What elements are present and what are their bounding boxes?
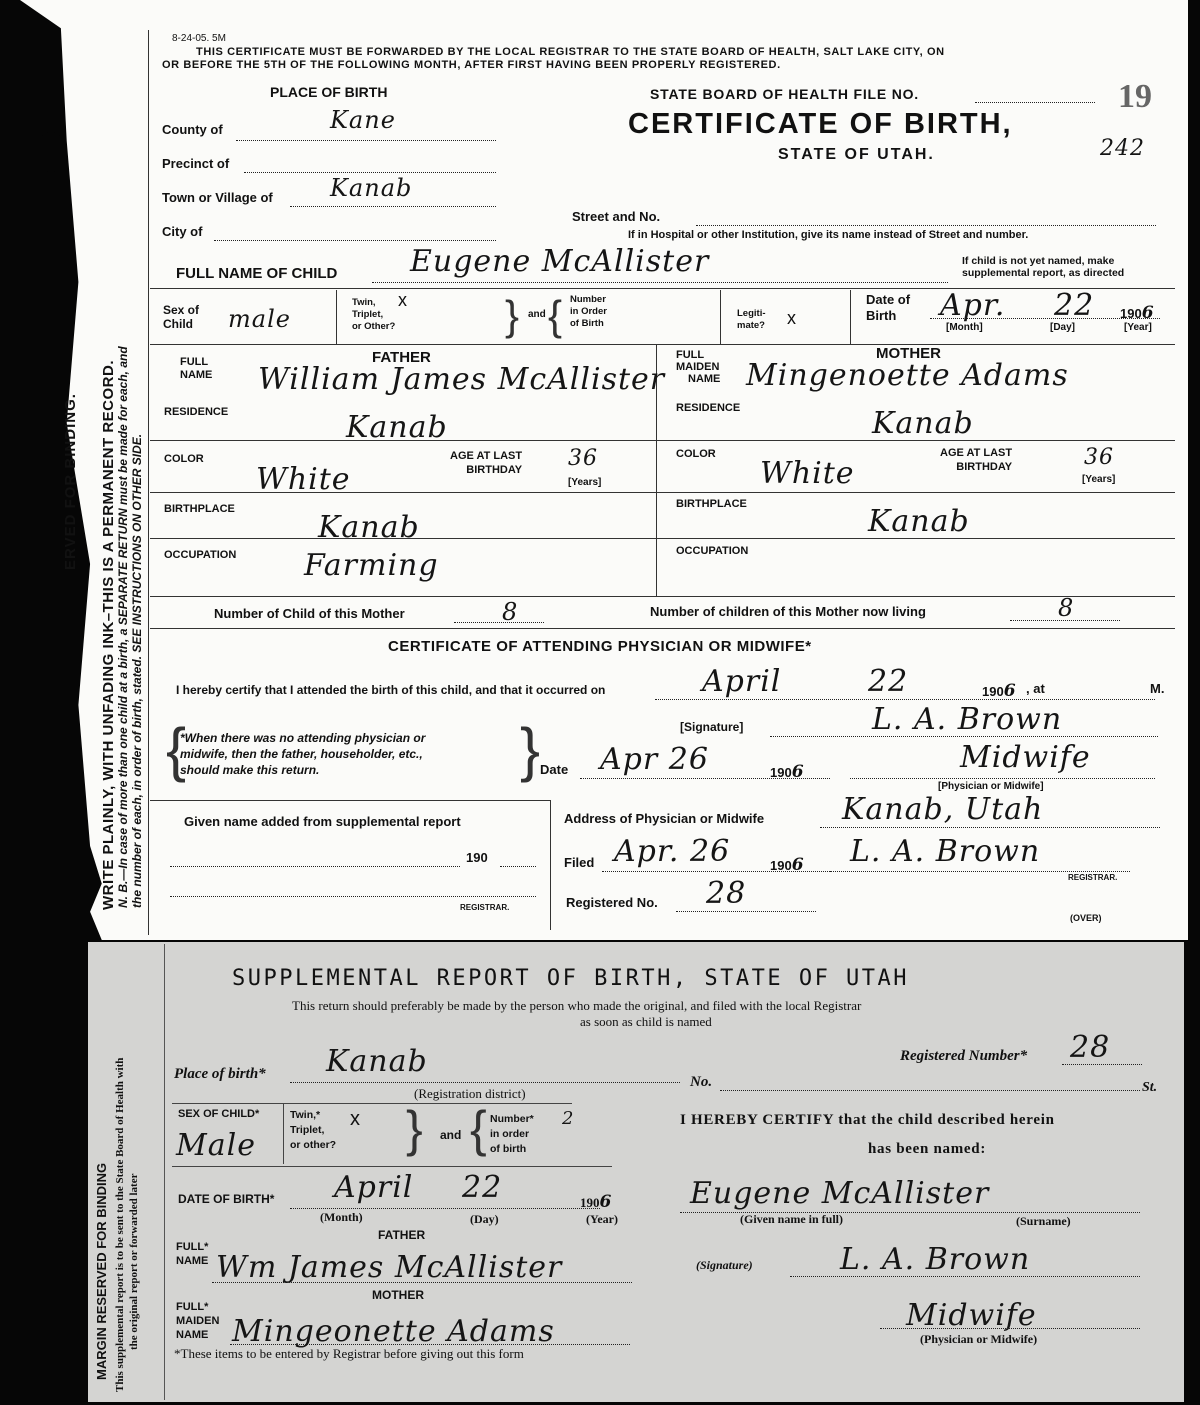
dob-label: Date of Birth: [866, 292, 911, 323]
supp-year-caption: (Year): [586, 1212, 618, 1226]
father-color: White: [256, 462, 351, 497]
given-name-label: Given name added from supplemental report: [184, 814, 461, 829]
father-residence: Kanab: [346, 410, 448, 445]
supp-father-name-label: FULL* NAME: [176, 1241, 209, 1267]
mother-residence: Kanab: [872, 406, 974, 441]
dob-month-caption: [Month]: [946, 322, 983, 333]
mother-birthplace-label: BIRTHPLACE: [676, 498, 747, 510]
mother-name-label: FULL MAIDEN NAME: [676, 349, 721, 385]
supp-twin-label: Twin,* Triplet, or other?: [290, 1109, 337, 1151]
attend-day: 22: [868, 664, 909, 699]
supp-dob-day: 22: [462, 1170, 503, 1205]
supp-mother-heading: MOTHER: [372, 1288, 424, 1302]
role-caption: [Physician or Midwife]: [938, 781, 1044, 792]
supp-number-label: Number* in order of birth: [490, 1113, 534, 1155]
filed-label: Filed: [564, 855, 595, 870]
sex-value: male: [228, 305, 291, 333]
supp-twin-value: x: [350, 1108, 360, 1130]
supp-certify-line-1: I HEREBY CERTIFY that the child described herein: [680, 1112, 1055, 1128]
supp-sex-label: SEX OF CHILD*: [178, 1108, 260, 1120]
registered-label: Registered No.: [566, 895, 658, 910]
street-label: Street and No.: [572, 209, 661, 224]
binding-hole: [36, 132, 66, 172]
file-no-label: STATE BOARD OF HEALTH FILE NO.: [650, 86, 919, 102]
father-years-caption: [Years]: [568, 477, 602, 488]
sex-label: Sex of Child: [163, 303, 200, 331]
margin-instruction: WRITE PLAINLY, WITH UNFADING INK–THIS IS A PERMANENT RECORD.: [100, 359, 117, 910]
signature-value: L. A. Brown: [872, 702, 1063, 737]
forwarding-notice-1: THIS CERTIFICATE MUST BE FORWARDED BY THE LOCAL REGISTRAR TO THE STATE BOARD OF HEALTH, SALT LAKE CITY, ON: [196, 46, 945, 58]
supp-signature-value: L. A. Brown: [840, 1242, 1031, 1277]
father-residence-label: RESIDENCE: [164, 406, 229, 418]
mother-age: 36: [1084, 445, 1114, 470]
father-occupation: Farming: [304, 548, 439, 583]
supp-margin-note-1: This supplemental report is to be sent to the State Board of Health with: [114, 1057, 126, 1392]
filed-year: 1906: [770, 855, 804, 875]
physician-heading: CERTIFICATE OF ATTENDING PHYSICIAN OR MIDWIFE*: [388, 638, 812, 655]
mother-age-label: AGE AT LAST BIRTHDAY: [940, 447, 1013, 473]
mother-heading: MOTHER: [876, 345, 941, 362]
address-label: Address of Physician or Midwife: [564, 811, 765, 826]
supp-signature-label: (Signature): [696, 1258, 753, 1272]
file-no-value: 19: [1118, 78, 1152, 115]
given-registrar-label: REGISTRAR.: [460, 903, 510, 912]
supp-dob-label: DATE OF BIRTH*: [178, 1192, 275, 1206]
supp-and-label: and: [440, 1128, 462, 1142]
supp-no-label: No.: [690, 1074, 713, 1090]
certificate-title: CERTIFICATE OF BIRTH,: [628, 108, 1013, 140]
county-value: Kane: [330, 106, 396, 134]
dob-year: 1906: [1120, 303, 1154, 323]
m-label: M.: [1150, 681, 1165, 696]
margin-nb-note: N. B.—In case of more than one child at a birth, a SEPARATE RETURN must be made for each, and: [116, 346, 130, 908]
supp-reg-number-value: 28: [1070, 1030, 1111, 1065]
not-named-note-1: If child is not yet named, make: [962, 255, 1115, 267]
dob-month: Apr.: [940, 288, 1006, 323]
num-child-value: 8: [502, 598, 519, 626]
form-code: 8-24-05. 5M: [172, 33, 226, 44]
supp-number-value: 2: [562, 1108, 575, 1129]
supp-role-caption: (Physician or Midwife): [920, 1332, 1038, 1346]
attend-month: April: [702, 664, 782, 699]
supp-surname-caption: (Surname): [1016, 1214, 1071, 1228]
supp-day-caption: (Day): [470, 1212, 499, 1226]
full-name-label: FULL NAME OF CHILD: [176, 265, 338, 282]
county-label: County of: [162, 122, 223, 137]
father-age: 36: [568, 446, 598, 471]
supp-dob-year: 1906: [580, 1192, 612, 1212]
num-living-value: 8: [1058, 594, 1075, 622]
supp-role-value: Midwife: [906, 1298, 1037, 1333]
legitimate-value: x: [787, 308, 796, 328]
supp-sex-value: Male: [176, 1128, 256, 1163]
father-age-label: AGE AT LAST BIRTHDAY: [450, 450, 523, 476]
mother-years-caption: [Years]: [1082, 474, 1116, 485]
supp-certify-line-2: has been named:: [868, 1141, 987, 1157]
town-label: Town or Village of: [162, 190, 273, 205]
supp-place-label: Place of birth*: [174, 1066, 266, 1082]
father-heading: FATHER: [372, 349, 431, 366]
supp-mother-name-label: FULL* MAIDEN NAME: [176, 1301, 220, 1341]
num-living-label: Number of children of this Mother now living: [650, 604, 926, 619]
registered-value: 28: [706, 876, 747, 911]
address-value: Kanab, Utah: [842, 792, 1044, 827]
supp-margin-title: MARGIN RESERVED FOR BINDING: [94, 1162, 109, 1380]
twin-value: x: [398, 290, 407, 310]
mother-residence-label: RESIDENCE: [676, 402, 741, 414]
date-value: Apr 26: [600, 742, 709, 777]
file-no-handwritten: 242: [1100, 136, 1145, 161]
supp-given-caption: (Given name in full): [740, 1212, 844, 1226]
father-occupation-label: OCCUPATION: [164, 549, 237, 561]
dob-day: 22: [1054, 288, 1095, 323]
over-label: (OVER): [1070, 913, 1102, 923]
supp-child-name: Eugene McAllister: [690, 1176, 990, 1211]
given-year: 190: [466, 850, 488, 865]
margin-binding-note: ERVED FOR BINDING.: [62, 393, 79, 570]
supp-father-heading: FATHER: [378, 1228, 426, 1242]
supp-reg-district-caption: (Registration district): [414, 1086, 526, 1101]
supp-dob-month: April: [334, 1170, 414, 1205]
place-of-birth-heading: PLACE OF BIRTH: [270, 84, 388, 100]
full-name-value: Eugene McAllister: [410, 244, 710, 279]
at-label: , at: [1026, 681, 1045, 696]
supp-margin-note-2: the original report or forwarded later: [128, 1173, 140, 1350]
supp-father-name: Wm James McAllister: [216, 1250, 563, 1285]
supp-intro-2: as soon as child is named: [580, 1014, 712, 1029]
filed-signature: L. A. Brown: [850, 834, 1041, 869]
supp-mother-name: Mingeonette Adams: [232, 1314, 555, 1349]
filed-registrar-label: REGISTRAR.: [1068, 873, 1118, 882]
supp-footnote: *These items to be entered by Registrar before giving out this form: [174, 1346, 524, 1361]
date-year: 1906: [770, 762, 804, 782]
forwarding-notice-2: OR BEFORE THE 5TH OF THE FOLLOWING MONTH, AFTER FIRST HAVING BEEN PROPERLY REGISTERED.: [162, 59, 781, 71]
city-label: City of: [162, 224, 203, 239]
supp-intro-1: This return should preferably be made by the person who made the original, and filed with the local Registrar: [292, 998, 862, 1013]
mother-birthplace: Kanab: [868, 504, 970, 539]
date-label: Date: [540, 762, 569, 777]
state-label: STATE OF UTAH.: [778, 146, 935, 163]
physician-footnote: *When there was no attending physician or midwife, then the father, householder, etc., should make this return.: [180, 731, 426, 777]
mother-color-label: COLOR: [676, 448, 716, 460]
father-birthplace-label: BIRTHPLACE: [164, 503, 235, 515]
role-value: Midwife: [960, 740, 1091, 775]
legitimate-label: Legiti- mate?: [737, 308, 766, 331]
and-label: and: [528, 309, 546, 320]
hospital-note: If in Hospital or other Institution, give its name instead of Street and number.: [628, 229, 1029, 241]
dob-day-caption: [Day]: [1050, 322, 1076, 333]
town-value: Kanab: [330, 174, 413, 202]
filed-value: Apr. 26: [614, 834, 731, 869]
supp-month-caption: (Month): [320, 1210, 363, 1224]
num-child-label: Number of Child of this Mother: [214, 606, 405, 621]
father-birthplace: Kanab: [318, 510, 420, 545]
precinct-label: Precinct of: [162, 156, 230, 171]
father-color-label: COLOR: [164, 453, 204, 465]
father-name: William James McAllister: [258, 362, 666, 397]
certify-text: I hereby certify that I attended the birth of this child, and that it occurred on: [176, 683, 606, 697]
margin-nb-note-2: the number of each, in order of birth, stated. SEE INSTRUCTIONS ON OTHER SIDE.: [130, 433, 144, 908]
supp-place-value: Kanab: [326, 1044, 428, 1079]
father-name-label: FULL NAME: [180, 356, 213, 381]
dob-year-caption: [Year]: [1124, 322, 1152, 333]
mother-name: Mingenoette Adams: [746, 358, 1069, 393]
signature-label: [Signature]: [680, 720, 744, 734]
attend-year: 1906: [982, 681, 1016, 701]
supp-st-label: St.: [1142, 1080, 1158, 1095]
supp-title: SUPPLEMENTAL REPORT OF BIRTH, STATE OF UTAH: [232, 966, 910, 991]
supp-reg-number-label: Registered Number*: [900, 1048, 1028, 1064]
twin-label: Twin, Triplet, or Other?: [352, 297, 396, 332]
mother-color: White: [760, 456, 855, 491]
birth-order-label: Number in Order of Birth: [570, 294, 607, 329]
not-named-note-2: supplemental report, as directed: [962, 267, 1125, 279]
mother-occupation-label: OCCUPATION: [676, 545, 749, 557]
